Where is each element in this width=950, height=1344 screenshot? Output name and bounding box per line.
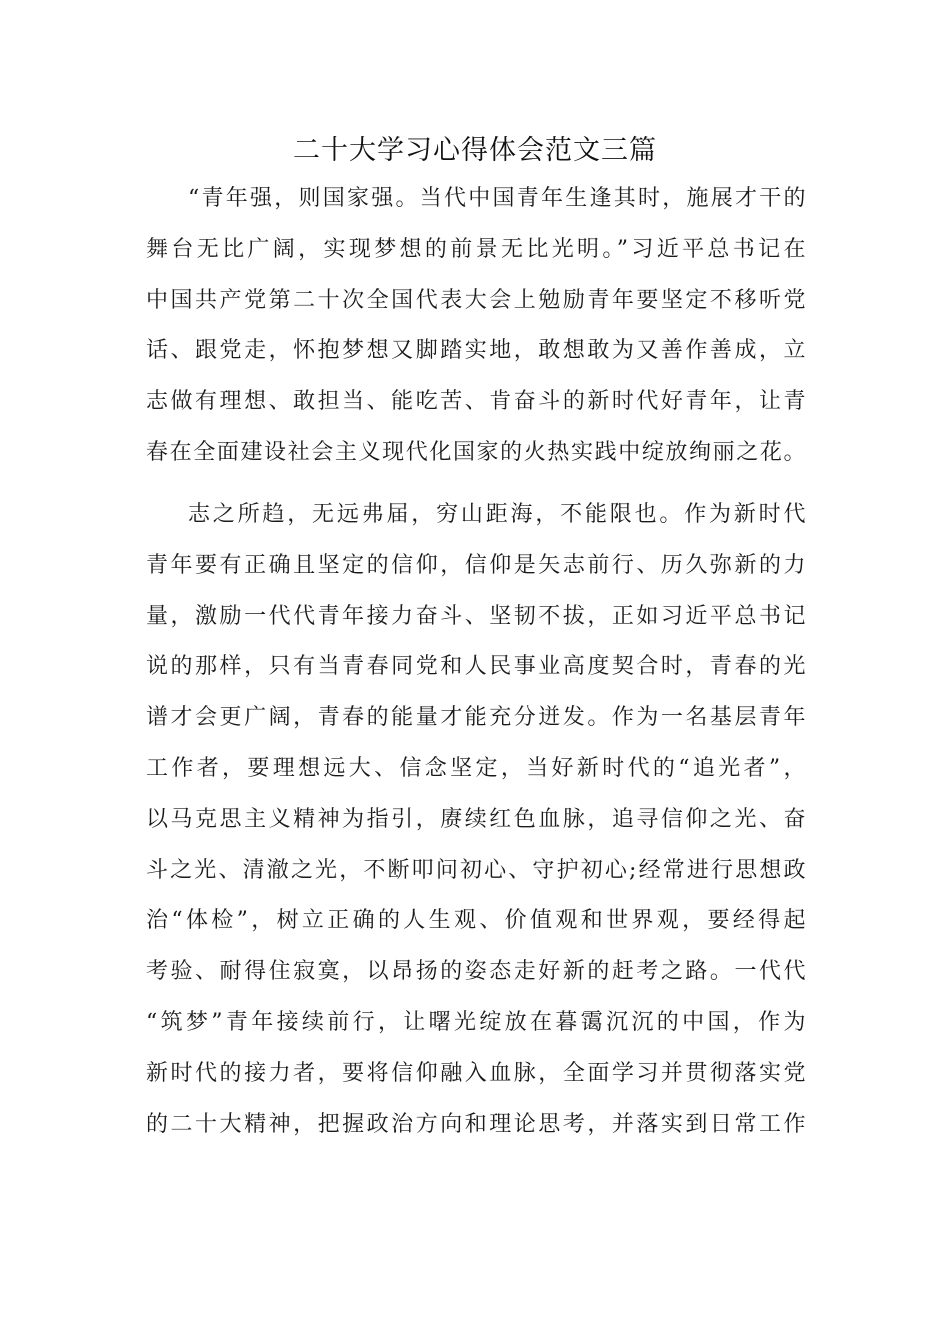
text-line: 考验、耐得住寂寞，以昂扬的姿态走好新的赶考之路。一代代 — [146, 959, 806, 985]
text-line: 志之所趋，无远弗届，穷山距海，不能限也。作为新时代 — [188, 502, 806, 527]
text-line: 话、跟党走，怀抱梦想又脚踏实地，敢想敢为又善作善成，立 — [146, 338, 806, 364]
text-line: 以马克思主义精神为指引，赓续红色血脉，追寻信仰之光、奋 — [146, 806, 806, 832]
text-line: 新时代的接力者，要将信仰融入血脉，全面学习并贯彻落实党 — [146, 1060, 806, 1086]
text-line: 说的那样，只有当青春同党和人民事业高度契合时，青春的光 — [146, 654, 806, 680]
paragraph-2 — [146, 490, 806, 1150]
text-line: 春在全面建设社会主义现代化国家的火热实践中绽放绚丽之花。 — [146, 439, 806, 465]
text-line: 的二十大精神，把握政治方向和理论思考，并落实到日常工作 — [146, 1111, 806, 1137]
text-line: 谱才会更广阔，青春的能量才能充分迸发。作为一名基层青年 — [146, 705, 806, 731]
text-line: 青年要有正确且坚定的信仰，信仰是矢志前行、历久弥新的力 — [146, 552, 806, 578]
text-line: “青年强，则国家强。当代中国青年生逢其时，施展才干的 — [188, 186, 806, 211]
paragraph-1 — [146, 174, 806, 479]
text-line: 斗之光、清澈之光，不断叩问初心、守护初心;经常进行思想政 — [146, 857, 806, 883]
text-line: 舞台无比广阔，实现梦想的前景无比光明。”习近平总书记在 — [146, 236, 806, 262]
text-line: 工作者，要理想远大、信念坚定，当好新时代的“追光者”， — [146, 755, 806, 781]
document-title: 二十大学习心得体会范文三篇 — [293, 135, 657, 166]
text-line: 治“体检”，树立正确的人生观、价值观和世界观，要经得起 — [146, 908, 806, 934]
text-line: 中国共产党第二十次全国代表大会上勉励青年要坚定不移听党 — [146, 287, 806, 313]
text-line: 志做有理想、敢担当、能吃苦、肯奋斗的新时代好青年，让青 — [146, 389, 806, 415]
text-line: 量，激励一代代青年接力奋斗、坚韧不拔，正如习近平总书记 — [146, 603, 806, 629]
text-line: “筑梦”青年接续前行，让曙光绽放在暮霭沉沉的中国，作为 — [146, 1009, 806, 1035]
